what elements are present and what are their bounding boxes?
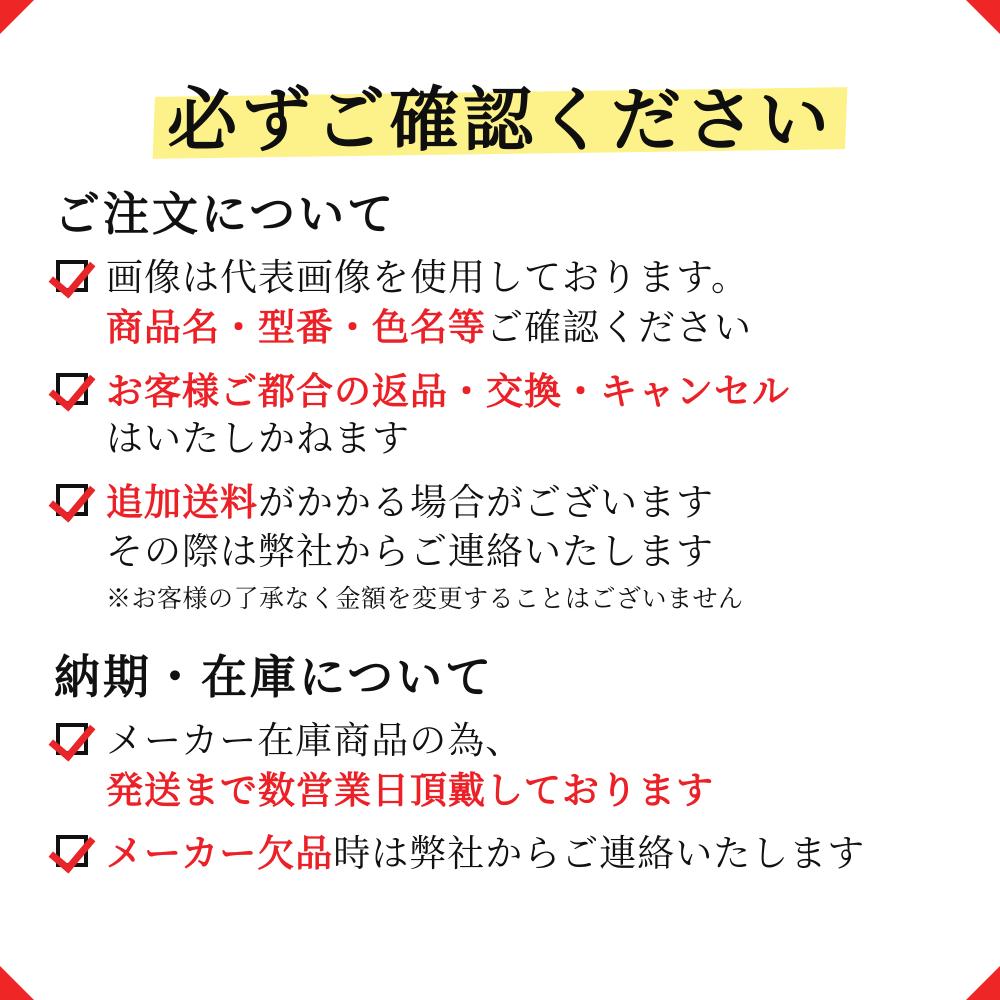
corner-accent-bottom-left <box>0 966 34 1000</box>
list-item-line-tail: ご確認ください <box>486 305 752 349</box>
list-item <box>46 717 954 815</box>
list-item-line: お客様ご都合の返品・交換・キャンセル <box>106 368 790 413</box>
checkbox-checked-icon <box>54 721 98 761</box>
list-item-line: メーカー在庫商品の為、 <box>106 718 524 762</box>
list-item-line: その際は弊社からご連絡いたします <box>106 530 714 574</box>
list-item <box>46 829 954 879</box>
checkbox-checked-icon <box>54 371 98 411</box>
list-item-line <box>106 478 954 528</box>
emphasis-text: メーカー欠品 <box>106 830 334 875</box>
checkbox-checked-icon <box>54 833 98 873</box>
list-item-text <box>106 478 954 615</box>
list-item-line: 発送まで数営業日頂戴しております <box>106 767 714 812</box>
list-item <box>46 478 954 615</box>
list-item-text <box>106 829 954 879</box>
list-item-line: はいたしかねます <box>106 417 410 461</box>
list-item-line <box>106 303 954 353</box>
list-item-text <box>106 717 954 815</box>
corner-accent-bottom-right <box>966 966 1000 1000</box>
list-item-text <box>106 367 954 465</box>
list-item-text <box>106 254 954 353</box>
checkbox-checked-icon <box>54 482 98 522</box>
list-item-line-tail: がかかる場合がございます <box>258 481 714 525</box>
list-item-line: 画像は代表画像を使用しております。 <box>106 256 750 299</box>
corner-accent-top-left <box>0 0 34 34</box>
checkbox-checked-icon <box>54 258 98 298</box>
section-heading-delivery: 納期・在庫について <box>54 649 495 704</box>
corner-accent-top-right <box>966 0 1000 34</box>
title-text: 必ずご確認ください <box>167 78 833 161</box>
page-title <box>46 48 954 160</box>
list-item <box>46 254 954 353</box>
list-item-line <box>106 829 954 879</box>
list-item-line-tail: 時は弊社からご連絡いたします <box>333 831 866 875</box>
section-heading-orders: ご注文について <box>54 187 397 241</box>
list-item <box>46 367 954 465</box>
list-item-note: ※お客様の了承なく金額を変更することはございません <box>106 583 744 613</box>
emphasis-text: 追加送料 <box>106 480 258 525</box>
emphasis-text: 商品名・型番・色名等 <box>106 304 486 349</box>
